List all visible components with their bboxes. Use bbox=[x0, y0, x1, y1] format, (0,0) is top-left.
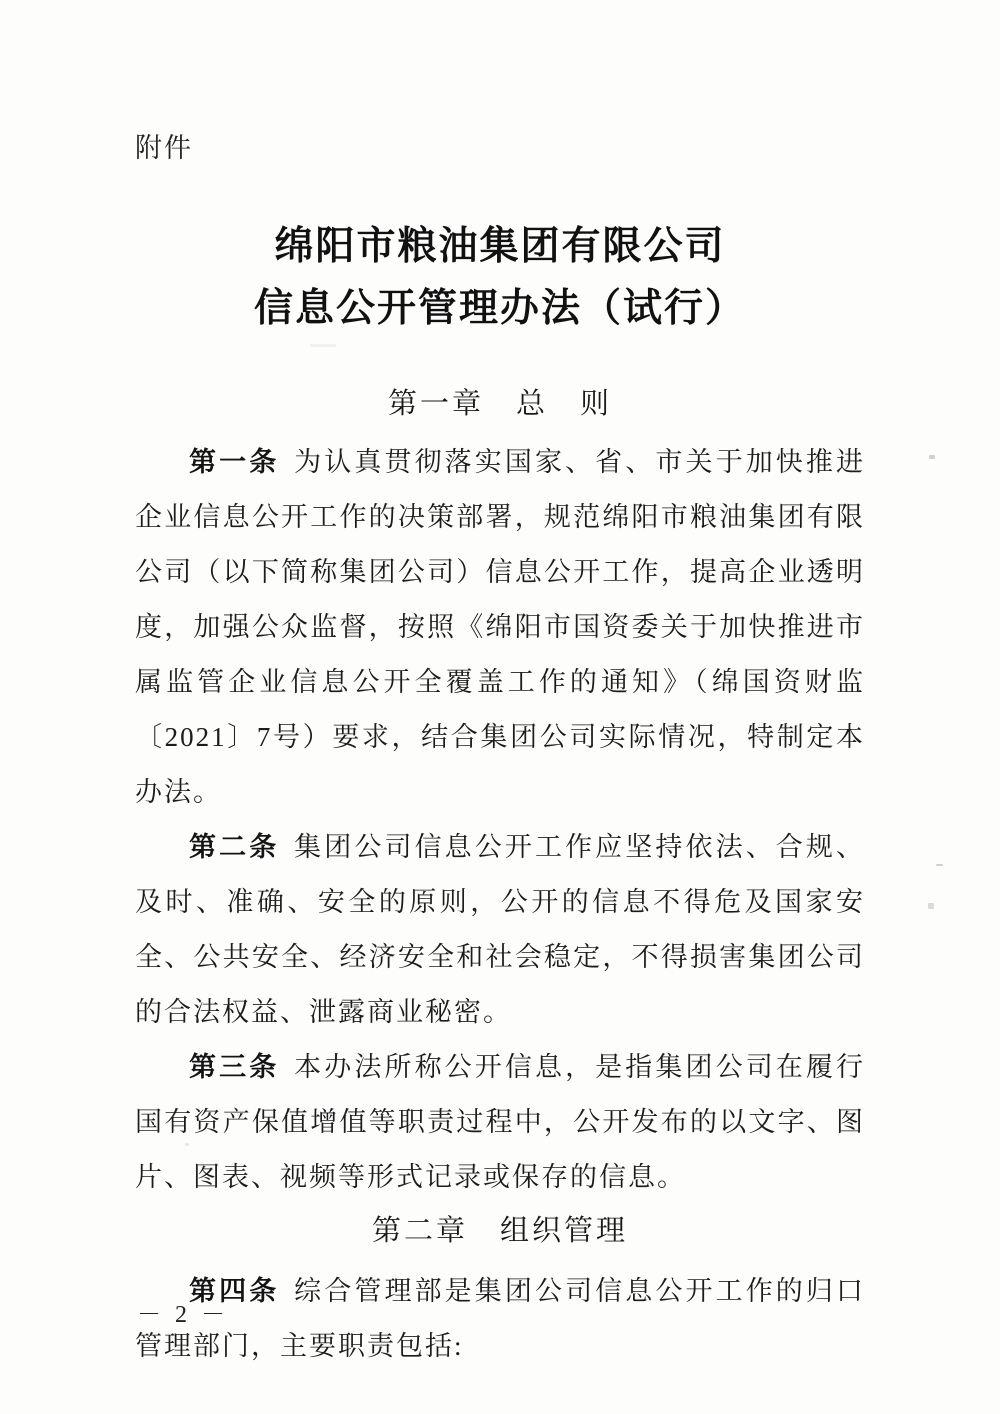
scan-artifact-speck bbox=[929, 455, 935, 459]
scan-artifact-speck bbox=[928, 903, 934, 909]
page-number: － 2 － bbox=[137, 1302, 229, 1328]
article-3-label: 第三条 bbox=[189, 1052, 280, 1082]
scan-artifact-smudge bbox=[310, 344, 336, 347]
article-1 bbox=[135, 435, 865, 820]
document-body bbox=[135, 435, 865, 1374]
article-3-text: 本办法所称公开信息，是指集团公司在履行国有资产保值增值等职责过程中，公开发布的以文字、图片、图表、视频等形式记录或保存的信息。 bbox=[135, 1052, 866, 1192]
document-title-line1: 绵阳市粮油集团有限公司 bbox=[274, 225, 726, 268]
article-1-label: 第一条 bbox=[189, 447, 280, 477]
chapter1-heading: 第一章 总 则 bbox=[387, 388, 612, 420]
scan-artifact-speck bbox=[936, 864, 943, 866]
article-4-text: 综合管理部是集团公司信息公开工作的归口管理部门，主要职责包括: bbox=[135, 1276, 866, 1361]
scan-artifact-speck bbox=[185, 1143, 189, 1146]
article-4 bbox=[135, 1264, 865, 1374]
article-3 bbox=[135, 1040, 865, 1205]
attachment-label: 附件 bbox=[135, 133, 193, 163]
document-title-line2: 信息公开管理办法（试行） bbox=[253, 287, 746, 330]
article-1-text: 为认真贯彻落实国家、省、市关于加快推进企业信息公开工作的决策部署，规范绵阳市粮油集团有限公司（以下简称集团公司）信息公开工作，提高企业透明度，加强公众监督，按照《绵阳市国资委关于加快推进市属监管企业信息公开全覆盖工作的通知》（绵国资财监〔2021〕7号）要求，结合集团公司实际情况，特制定本办法。 bbox=[135, 447, 866, 807]
chapter2-heading: 第二章 组织管理 bbox=[371, 1215, 628, 1247]
document-title bbox=[135, 216, 865, 340]
article-2-text: 集团公司信息公开工作应坚持依法、合规、及时、准确、安全的原则，公开的信息不得危及国家安全、公共安全、经济安全和社会稳定，不得损害集团公司的合法权益、泄露商业秘密。 bbox=[135, 832, 866, 1027]
article-4-label: 第四条 bbox=[189, 1276, 280, 1306]
article-2-label: 第二条 bbox=[189, 832, 280, 862]
article-2 bbox=[135, 820, 865, 1040]
